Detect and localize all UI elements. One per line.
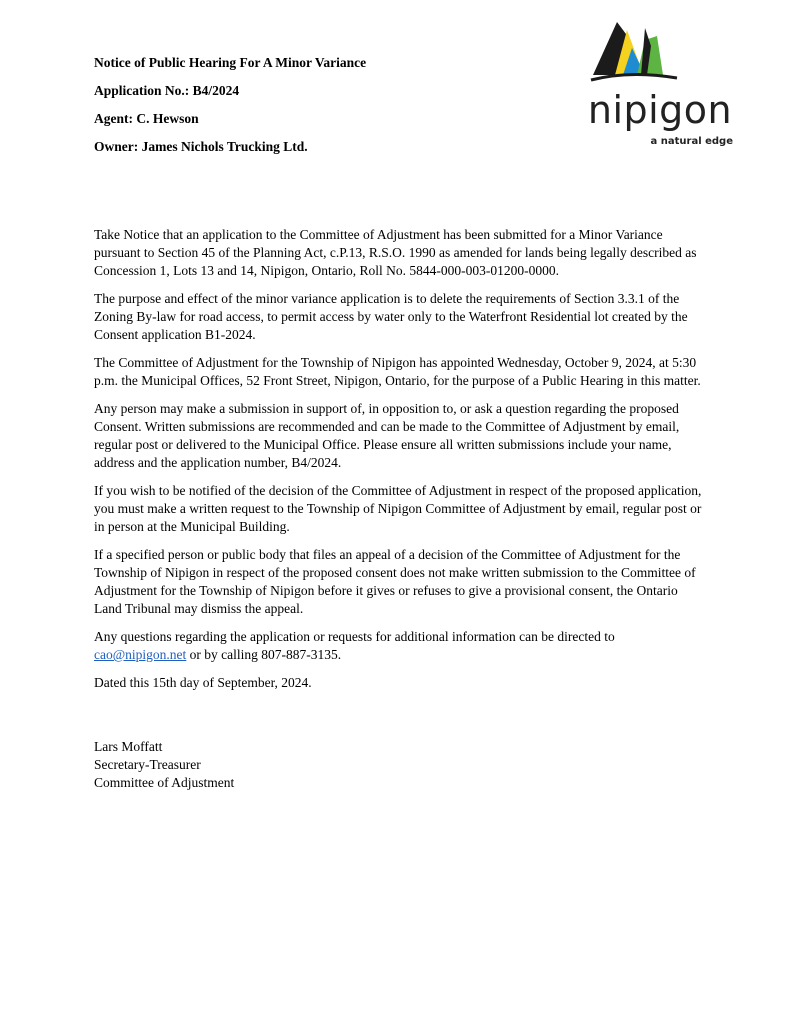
notice-title: Notice of Public Hearing For A Minor Variance: [94, 55, 367, 70]
logo-green-peak: [637, 36, 663, 75]
logo-wordmark: nipigon: [587, 88, 733, 132]
dated-line: Dated this 15th day of September, 2024.: [94, 675, 312, 690]
notice-header: [94, 54, 366, 166]
mountain-logo-icon: [585, 20, 735, 88]
notice-body: [94, 226, 708, 702]
signatory-title: Secretary-Treasurer: [94, 757, 201, 772]
logo-tagline: a natural edge: [650, 136, 733, 147]
agent-line: Agent: C. Hewson: [94, 111, 199, 126]
email-link[interactable]: cao@nipigon.net: [94, 647, 187, 662]
nipigon-logo: [585, 20, 735, 152]
signatory-committee: Committee of Adjustment: [94, 775, 235, 790]
paragraph-notification: If you wish to be notified of the decision of the Committee of Adjustment in respect of the proposed application, you must make a written request to the Township of Nipigon Committee of Adjustment by email, regular post or in person at the Municipal Building.: [94, 483, 702, 534]
contact-text-before: Any questions regarding the application or requests for additional information can be directed to: [94, 629, 615, 644]
application-number: Application No.: B4/2024: [94, 83, 240, 98]
paragraph-take-notice: Take Notice that an application to the Committee of Adjustment has been submitted for a Minor Variance pursuant to Section 45 of the Planning Act, c.P.13, R.S.O. 1990 as amended for lands being legally described as Concession 1, Lots 13 and 14, Nipigon, Ontario, Roll No. 5844-000-003-01200-0000.: [94, 227, 697, 278]
contact-text-after: or by calling 807-887-3135.: [186, 647, 342, 662]
paragraph-appeal: If a specified person or public body that files an appeal of a decision of the Committee of Adjustment for the Township of Nipigon in respect of the proposed consent does not make written submission to the Committee of Adjustment for the Township of Nipigon before it gives or refuses to give a provisional consent, the Ontario Land Tribunal may dismiss the appeal.: [94, 547, 696, 616]
signature-block: [94, 738, 234, 792]
paragraph-purpose: The purpose and effect of the minor variance application is to delete the requirements of Section 3.3.1 of the Zoning By-law for road access, to permit access by water only to the Waterfront Residential lot created by the Consent application B1-2024.: [94, 291, 688, 342]
paragraph-contact: [94, 628, 708, 664]
paragraph-submissions: Any person may make a submission in support of, in opposition to, or ask a question regarding the proposed Consent. Written submissions are recommended and can be made to the Committee of Adjustment by email, regular post or delivered to the Municipal Office. Please ensure all written submissions include your name, address and the application number, B4/2024.: [94, 401, 680, 470]
signatory-name: Lars Moffatt: [94, 739, 163, 754]
logo-waterline: [591, 74, 677, 80]
owner-line: Owner: James Nichols Trucking Ltd.: [94, 139, 308, 154]
paragraph-hearing-date: The Committee of Adjustment for the Township of Nipigon has appointed Wednesday, October 9, 2024, at 5:30 p.m. the Municipal Offices, 52 Front Street, Nipigon, Ontario, for the purpose of a Public Hearing in this matter.: [94, 355, 701, 388]
